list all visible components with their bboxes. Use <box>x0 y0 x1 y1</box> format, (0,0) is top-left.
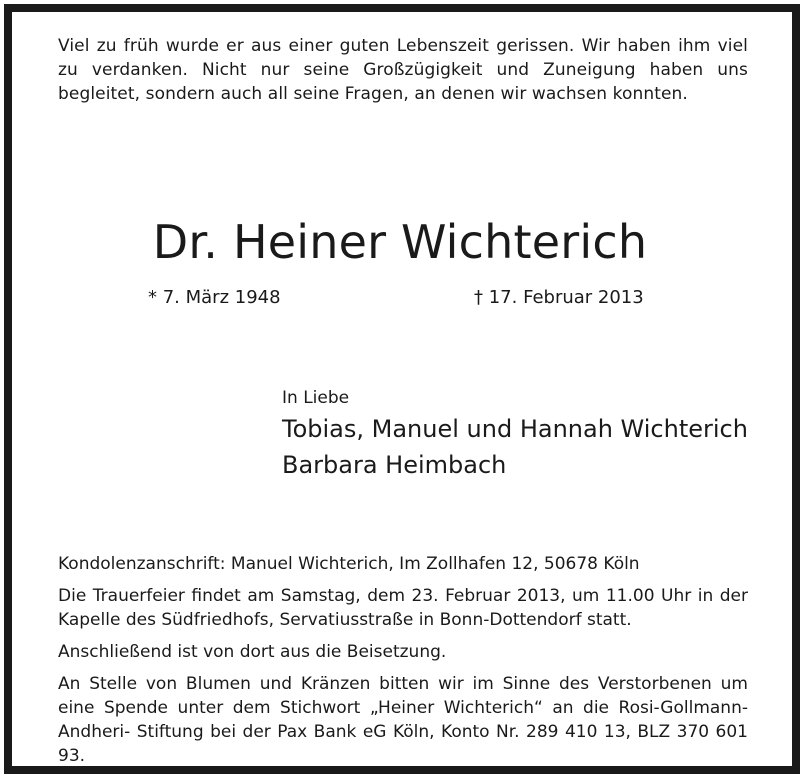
in-love-label: In Liebe <box>282 388 350 408</box>
intro-line: Viel zu früh wurde er aus einer guten Lebenszeit gerissen. Wir haben ihm <box>58 36 711 56</box>
deceased-name: Dr. Heiner Wichterich <box>152 215 648 269</box>
funeral-line: Die Trauerfeier findet am Samstag, dem 23. Februar 2013, um 11.00 Uhr <box>58 586 692 606</box>
family-member: Tobias, Manuel und Hannah Wichterich <box>282 415 748 443</box>
donation-line: Spende unter dem Stichwort „Heiner Wichterich“ an die Rosi-Gollmann-Andheri- <box>58 698 748 742</box>
intro-line: begleitet, sondern auch all seine Fragen, an denen wir wachsen konnten. <box>58 84 688 104</box>
donation-line: Stiftung bei der Pax Bank eG Köln, Konto Nr. 289 410 13, BLZ 370 601 93. <box>58 722 748 766</box>
burial-notice: Anschließend ist von dort aus die Beisetzung. <box>58 642 447 662</box>
family-member: Barbara Heimbach <box>282 451 507 479</box>
birth-date: * 7. März 1948 <box>148 287 281 308</box>
intro-text <box>58 34 748 106</box>
donation-line: An Stelle von Blumen und Kränzen bitten wir im Sinne des Verstorbenen um eine <box>58 674 748 718</box>
donation-notice <box>58 672 748 768</box>
notices-block <box>58 552 748 776</box>
funeral-line: in der Kapelle des Südfriedhofs, Servatiusstraße in Bonn-Dottendorf statt. <box>58 586 749 630</box>
condolence-address: Kondolenzanschrift: Manuel Wichterich, Im Zollhafen 12, 50678 Köln <box>58 554 640 574</box>
funeral-notice <box>58 584 748 632</box>
intro-line: viel zu verdanken. Nicht nur seine Großzügigkeit und Zuneigung haben uns <box>58 36 748 80</box>
family-block <box>282 385 748 483</box>
death-date: † 17. Februar 2013 <box>474 287 644 308</box>
